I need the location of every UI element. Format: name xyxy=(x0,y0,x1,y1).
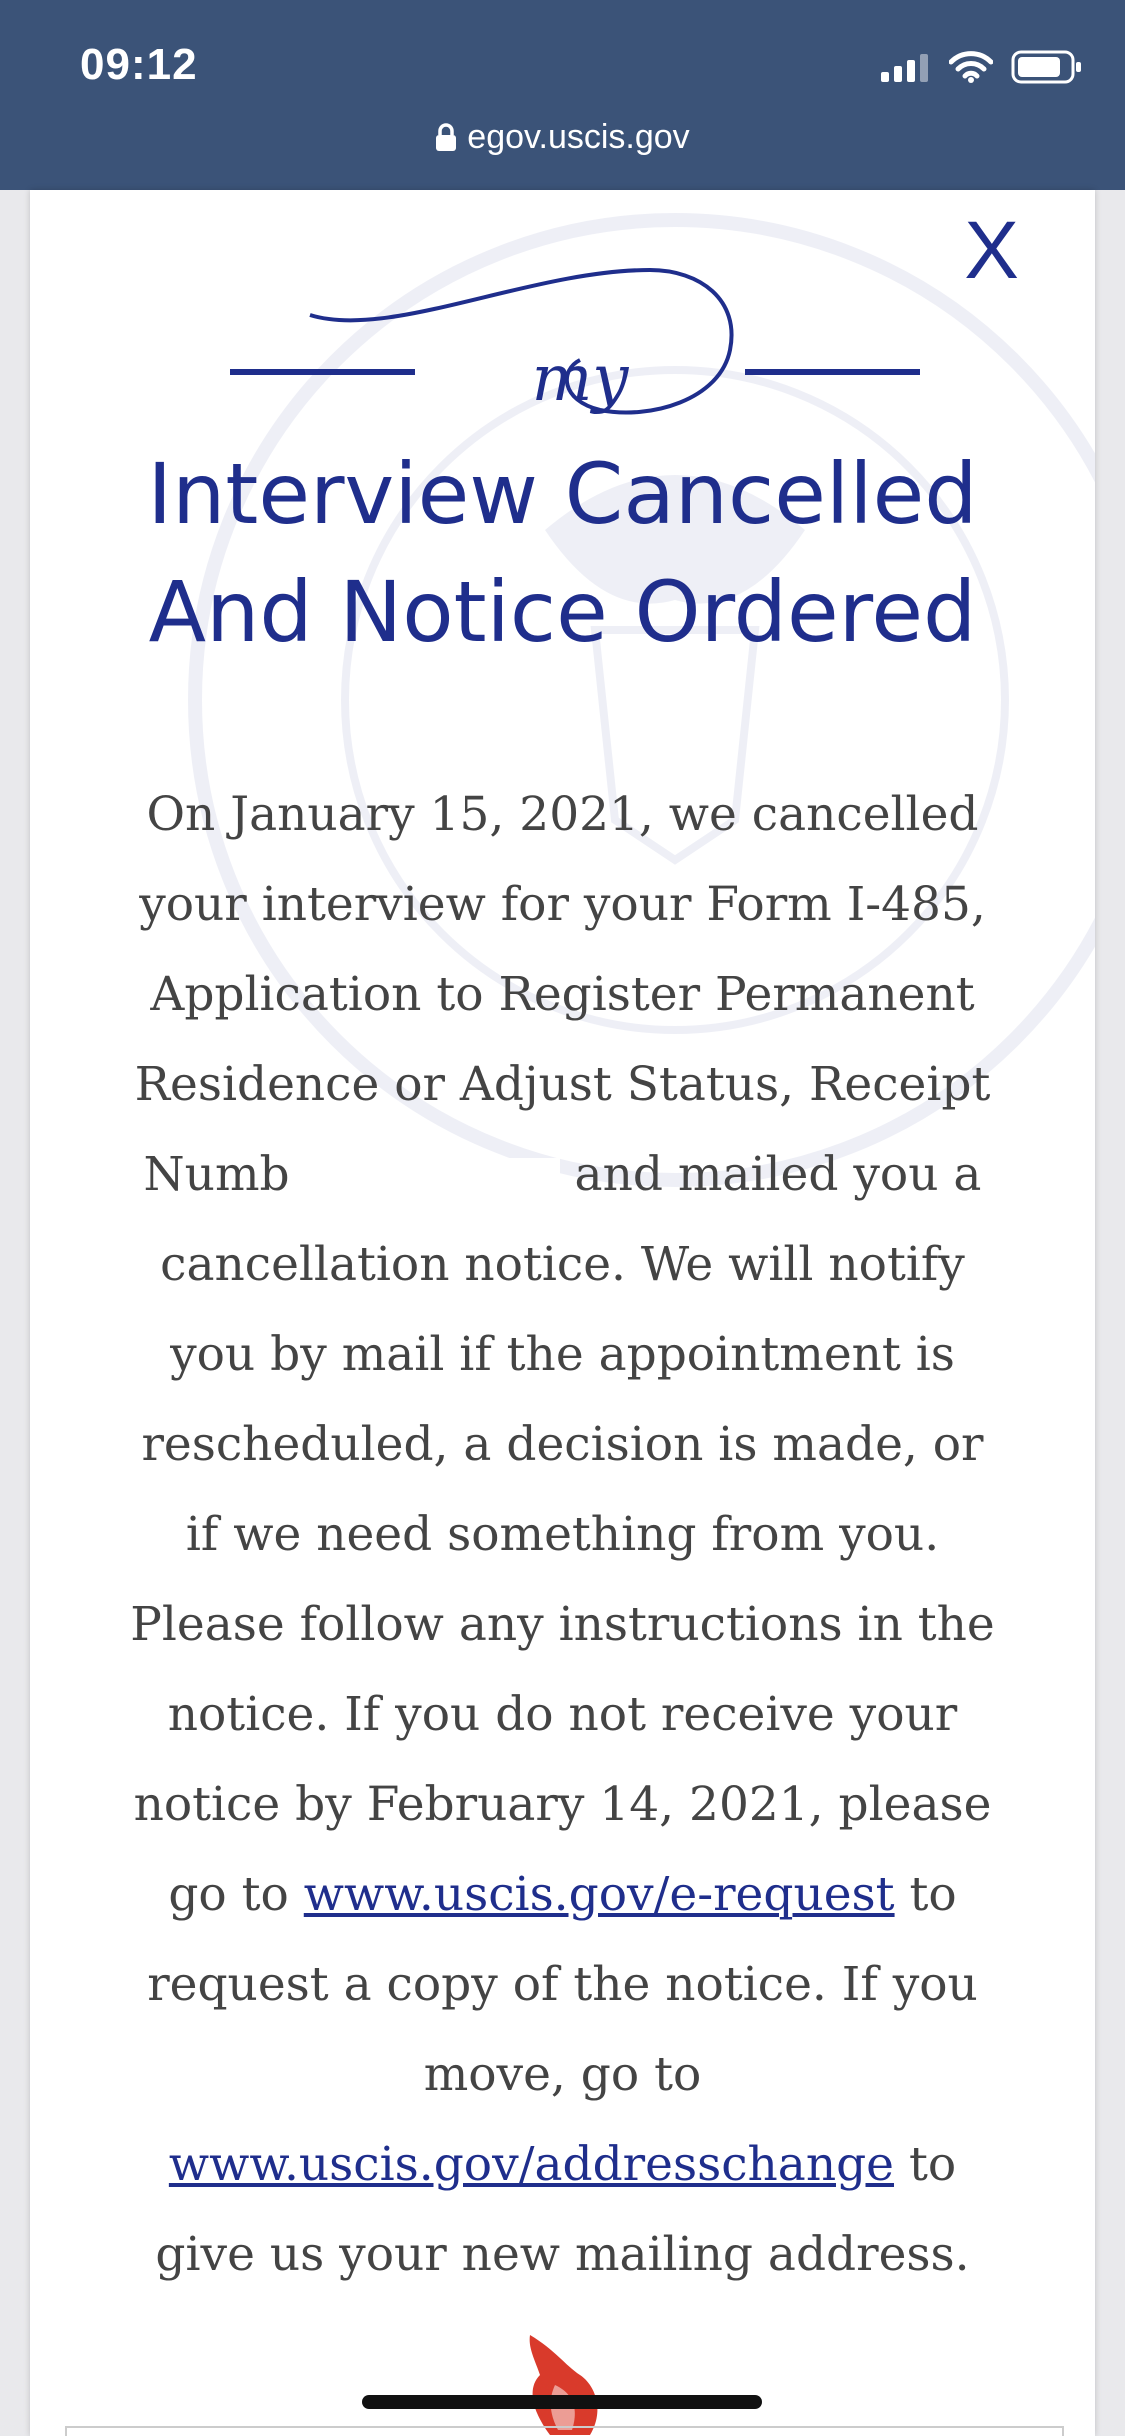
url-bar[interactable] xyxy=(0,118,1125,161)
status-icons xyxy=(881,50,1083,84)
signal-icon xyxy=(881,52,931,82)
title-line-2: And Notice Ordered xyxy=(148,563,977,661)
wifi-icon xyxy=(949,51,993,83)
body-text-3: to request a copy of the notice. If you move, go to xyxy=(147,1867,978,2102)
browser-top-bar xyxy=(0,0,1125,190)
home-indicator[interactable] xyxy=(362,2395,762,2409)
body-text-4: to give us your new mailing address. xyxy=(155,2137,970,2282)
notice-modal xyxy=(30,190,1095,2436)
logo-text: my xyxy=(531,342,629,416)
url-text: egov.uscis.gov xyxy=(467,118,690,156)
next-section-box xyxy=(65,2426,1064,2436)
title-line-1: Interview Cancelled xyxy=(147,445,978,543)
my-uscis-logo xyxy=(230,260,930,440)
address-change-link[interactable]: www.uscis.gov/addresschange xyxy=(168,2137,894,2192)
body-text-2: and mailed you a cancellation notice. We will notify you by mail if the appointment is rescheduled, a decision is made, or if we need something from you. Please follow any instructions in the notice. If you do not receive your notice by February 14, 2021, please go to xyxy=(130,1147,995,1922)
flame-icon xyxy=(510,2330,610,2436)
battery-icon xyxy=(1011,50,1083,84)
redacted-receipt-number xyxy=(290,1158,560,1198)
close-button[interactable]: X xyxy=(964,205,1019,296)
body-text-1: On January 15, 2021, we cancelled your interview for your Form I-485, Application to Register Permanent Residence or Adjust Status, Receipt Numb xyxy=(134,787,991,1202)
status-time: 09:12 xyxy=(80,40,198,89)
modal-title xyxy=(30,435,1095,671)
e-request-link[interactable]: www.uscis.gov/e-request xyxy=(303,1867,895,1922)
lock-icon xyxy=(435,122,457,161)
notice-body xyxy=(120,770,1005,2300)
